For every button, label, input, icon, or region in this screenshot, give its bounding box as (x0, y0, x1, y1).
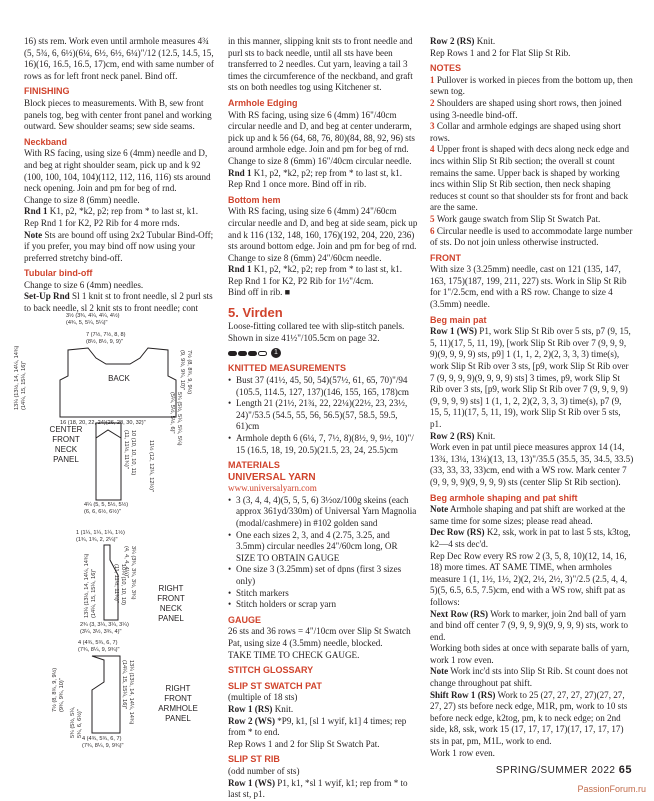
material-item: • Stitch markers (236, 588, 418, 600)
back-label: BACK (108, 374, 130, 383)
rib-row1: Row 1 (WS) P1, k1, *sl 1 wyif, k1; rep from * to last st, p1. (228, 777, 408, 800)
rating-pill-empty (258, 351, 267, 356)
neck-note: Note Sts are bound off using 2x2 Tubular Bind-Off; if you prefer, you may bind off now using your preferred stretchy bind-off. (24, 229, 214, 263)
skill-rating (228, 348, 281, 358)
neck-rep-text: Rep Rnd 1 for K2, P2 Rib for 4 more rnds. (24, 217, 180, 228)
neckband-heading: Neckband (24, 136, 68, 147)
note-2: 2 Shoulders are shaped using short rows, then joined using 3-needle bind-off. (430, 97, 622, 120)
materials-list (228, 495, 418, 611)
setup-rnd: Set-Up Rnd Sl 1 knit st to front needle, sl 2 purl sts to back needle, sl 2 knit sts to front needle; cont (24, 291, 213, 314)
rfn-right-dim: 3¼ (3¾, 3¾, 3½, 3¾) (4, 4, 4, 4¼)" (123, 546, 136, 600)
glossary-heading: STITCH GLOSSARY (228, 665, 314, 676)
center-panel-right-dim: 10 (10, 10, 10, 11) (11, 11½, 11¾)" (123, 430, 136, 476)
center-panel-right-dim-2: 11½ (12, 12¼, 12½)" (148, 440, 154, 492)
measurement-item: • Armhole depth 6 (6¼, 7, 7½, 8)(8½, 9, 9½, 10)"/ 15 (16.5, 18, 19, 20.5)(21.5, 23, 24, 25.5)cm (236, 433, 418, 456)
rfn-top-dim: 1 (1¼, 1¼, 1¼, 1½) (1¾, 1¾, 2, 2¼)" (76, 530, 125, 543)
note-5: 5 Work gauge swatch from Slip St Swatch Pat. (430, 213, 601, 224)
main-pat-heading: Beg main pat (430, 314, 487, 325)
center-panel-outline (96, 423, 121, 500)
rfa-bottom-dim: 4 (4¾, 5¾, 6, 7) (7¾, 8¼, 9, 9¾)" (82, 736, 124, 749)
working-both: Working both sides at once with separate balls of yarn, work 1 row even. (430, 643, 630, 665)
armhole-rnd1: Rnd 1 K1, p2, *k2, p2; rep from * to last st, k1. (228, 167, 403, 178)
rib-odd: (odd number of sts) (228, 765, 300, 776)
rep-dec: Rep Dec Row every RS row 2 (3, 5, 8, 10)(12, 14, 16, 18) more times. AT SAME TIME, when armholes measure 1 (1, 1½, 1½, 2)(2, 2½, 2½, 3)"/2.5 (2.5, 4, 4, 5)(5, 6.5, 6.5, 7.5)cm, end with a WS row, shift pat as follows: (430, 550, 628, 607)
tubular-text: Change to size 6 (4mm) needles. (24, 279, 144, 290)
shift-row1: Shift Row 1 (RS) Work to 25 (27, 27, 27, 27)(27, 27, 27, 27) sts before neck edge, M1R, pm, work to 10 sts before neck edge, k2tog, pm, k to neck edge; on 2nd side, k8, ssk, work 15 (17, 17, 17, 17)(17, 17, 17, 17) sts in pat, pm, M1L, work to end. (430, 689, 628, 747)
next-row: Next Row (RS) Work to marker, join 2nd ball of yarn and bind off center 7 (9, 9, 9, 9)(9, 9, 9, 9) sts, work to end. (430, 608, 629, 642)
measurements-heading: KNITTED MEASUREMENTS (228, 363, 347, 374)
rating-badge: 1 (271, 348, 281, 358)
right-front-armhole-outline (92, 656, 120, 733)
neck-rnd1: Rnd 1 K1, p2, *k2, p2; rep from * to last st, k1. (24, 206, 199, 217)
finishing-text: Block pieces to measurements. With B, sew front panels tog, beg with center front panel and working outward. Sew shoulder seams; sew side seams. (24, 97, 212, 132)
note-6: 6 Circular needle is used to accommodate large number of sts. Do not join unless otherwise instructed. (430, 225, 633, 248)
armhole-rep: Rep Rnd 1 once more. Bind off in rib. (228, 179, 367, 190)
column-3 (430, 36, 634, 759)
rfn-bottom-dim: 2¾ (3, 3¼, 3¼, 3¼) (3¼, 3½, 3¾, 4)" (80, 622, 129, 635)
virden-desc: Loose-fitting collared tee with slip-stitch panels. Shown in size 41½"/105.5cm on page 32. (228, 321, 405, 343)
rfn-mid-dim: 10¼ (10, 10, 10) (11, 11½, 11¾)" (113, 564, 126, 606)
measurements-list (228, 375, 418, 456)
gauge-take: TAKE TIME TO CHECK GAUGE. (228, 649, 360, 660)
rfa-right-dim: 13¼ (13½, 14, 14¼, 14¾) (14¼, 15, 15¼, 16)" (121, 660, 134, 725)
swatch-row1: Row 1 (RS) Knit. (228, 703, 294, 714)
front-text: With size 3 (3.25mm) needle, cast on 121 (135, 147, 163, 175)(187, 199, 211, 227) sts. Work in Slip St Rib for 1"/2.5cm, end with a RS row. Change to size 4 (3.5mm) needle. (430, 264, 627, 310)
yarn-brand: UNIVERSAL YARN (228, 471, 316, 483)
notes-heading: NOTES (430, 63, 462, 74)
shift-note: Note Armhole shaping and pat shift are worked at the same time for some sizes; please read ahead. (430, 504, 626, 526)
back-right-dim-2: 5¾ (5½, 5¼, 5¼, 5¼) (5¼, 5½, 5½, 6)" (169, 392, 182, 446)
back-bottom-dim: 16 (18, 20, 22, 24)(26, 28, 30, 32)" (60, 420, 146, 426)
page-footer (496, 764, 632, 776)
rib-row2: Row 2 (RS) Knit. (430, 36, 496, 46)
tubular-heading: Tubular bind-off (24, 268, 93, 279)
footer-season: SPRING/SUMMER 2022 (495, 765, 616, 776)
main-even: Work even in pat until piece measures approx 14 (14, 13¾, 13¼, 13¼)(13, 13, 13)"/35.5 (35.5, 35, 34.5, 33.5)(33, 33, 33, 33)cm, end with a WS row. Mark center 7 (9, 9, 9, 9)(9, 9, 9, 9) sts (center Slip St Rib section). (430, 442, 634, 487)
note-1: 1 Pullover is worked in pieces from the bottom up, then sewn tog. (430, 74, 633, 97)
center-panel-bottom-dim: 4¼ (5, 5, 5½, 5½) (6, 6, 6½, 6½)" (84, 502, 129, 515)
rfa-left-dim-1: 7½ (8, 8¾, 9, 9½) (9¾, 9¾, 10)" (52, 667, 65, 712)
rfn-left-dim: 13¼ (13½, 14, 14¼, 14¾) (14¼, 15, 15¼, 16)" (84, 553, 97, 618)
main-row1: Row 1 (WS) P1, work Slip St Rib over 5 sts, p7 (9, 15, 5, 11)(17, 5, 11, 19), [work Slip St Rib over 7 (9, 9, 9, 9)(9, 9, 9, 9) sts, p9] 1 (1, 1, 2, 2)(2, 3, 3, 3) time(s), work Slip St Rib over 3 sts, [p9, work Slip St Rib over 7 (9, 9, 9, 9)(9, 9, 9, 9) sts] 3 times, p9, work Slip St Rib over 3 sts, [p9, work Slip St Rib over 7 (9, 9, 9, 9)(9, 9, 9, 9) sts] 1 (1, 1, 2, 2)(2, 3, 3, 3) time(s), p7 (9, 15, 5, 11)(17, 5, 11, 19), work Slip St Rib over 5 sts, p1. (430, 326, 631, 429)
note-2-inc: Note Work inc'd sts into Slip St Rib. St count does not change throughout pat shift. (430, 666, 628, 689)
rfa-top-dim: 4 (4¾, 5¾, 6, 7) (7¾, 8¼, 9, 9¾)" (78, 640, 120, 653)
front-heading: FRONT (430, 252, 461, 263)
col1-intro: 16) sts rem. Work even until armhole measures 4¾ (5, 5¾, 6, 6½)(6¼, 6½, 6½, 6¼)"/12 (12.5, 14.5, 15, 16)(16, 16.5, 16.5, 17)cm, end with same number of rows as for left front neck panel. Bind off. (24, 36, 214, 81)
armhole-text: With RS facing, using size 6 (4mm) 16"/40cm circular needle and D, and beg at center underarm, pick up and k 56 (64, 68, 76, 80)(84, 88, 92, 96) sts around armhole edge. Join and pm for beg of rnd. Change to size 8 (6mm) 16"/40cm circular needle. (228, 109, 415, 166)
virden-heading: 5. Virden (228, 305, 283, 321)
back-right-dim-1: 7½ (8, 8¾, 9, 9½) (9, 9½, 9¾, 10)" (179, 350, 192, 395)
rating-pill-filled (228, 351, 237, 356)
measurement-item: • Bust 37 (41½, 45, 50, 54)(57½, 61, 65, 70)"/94 (105.5, 114.5, 127, 137)(146, 155, 165, 178)cm (236, 375, 418, 398)
main-row2: Row 2 (RS) Knit. (430, 430, 496, 441)
back-neck-dim: 7 (7½, 7½, 8, 8) (8½, 8½, 9, 9)" (86, 332, 126, 345)
page-number: 65 (618, 764, 632, 776)
column-2 (228, 36, 418, 801)
rib-rep: Rep Rows 1 and 2 for Flat Slip St Rib. (430, 47, 571, 58)
col2-intro: in this manner, slipping knit sts to front needle and purl sts to back needle, until all sts have been transferred to 2 needles. Cut yarn, leaving a tail 3 times the circumference of the neckband, and graft sts on both needles tog using Kitchener st. (228, 36, 413, 93)
gauge-text: 26 sts and 36 rows = 4"/10cm over Slip St Swatch Pat, using size 4 (3.5mm) needle, blocked. (228, 626, 411, 648)
note-3: 3 Collar and armhole edgings are shaped using short rows. (430, 121, 621, 143)
rating-pill-filled (238, 351, 247, 356)
swatch-row2: Row 2 (WS) *P9, k1, [sl 1 wyif, k1] 4 times; rep from * to end. (228, 715, 407, 738)
right-front-armhole-label: RIGHT FRONT ARMHOLE PANEL (158, 684, 198, 723)
note-4: 4 Upper front is shaped with decs along neck edge and incs within Slip St Rib section; the overall st count remains the same. Upper back is shaped by working incs within Slip St Rib section, then neck shaping reduces st count so that shoulder sts for front and back are the same. (430, 144, 630, 213)
bottom-rnd1: Rnd 1 K1, p2, *k2, p2; rep from * to last st, k1. (228, 264, 403, 275)
materials-heading: MATERIALS (228, 460, 280, 471)
bottom-hem-text: With RS facing, using size 6 (4mm) 24"/60cm circular needle and D, and beg at side seam, pick up and k 116 (132, 148, 160, 176)(192, 204, 220, 236) sts around bottom edge. Join and pm for beg of rnd. Change to size 8 (6mm) 24"/60cm needle. (228, 206, 418, 263)
right-front-neck-label: RIGHT FRONT NECK PANEL (157, 584, 185, 623)
rating-pill-filled (248, 351, 257, 356)
measurement-item: • Length 21 (21½, 21¾, 22, 22¼)(22½, 23, 23½, 24)"/53.5 (54.5, 55, 56, 56.5)(57, 58.5, 59.5, 61)cm (236, 398, 418, 433)
bottom-rep: Rep Rnd 1 for K2, P2 Rib for 1½"/4cm. (228, 275, 374, 286)
gauge-heading: GAUGE (228, 614, 262, 625)
neckband-text: With RS facing, using size 6 (4mm) needle and D, and beg at right shoulder seam, pick up and k 92 (100, 100, 104, 104)(112, 112, 116, 116) sts around neck opening. Join and pm for beg of rnd. (24, 148, 211, 194)
shift-heading: Beg armhole shaping and pat shift (430, 492, 578, 503)
swatch-rep: Rep Rows 1 and 2 for Slip St Swatch Pat. (228, 738, 380, 749)
center-panel-label: CENTER FRONT NECK PANEL (49, 425, 83, 464)
swatch-mult: (multiple of 18 sts) (228, 692, 298, 703)
material-item: • 3 (3, 4, 4, 4)(5, 5, 5, 6) 3½oz/100g skeins (each approx 361yd/330m) of Universal Yarn Magnolia (modal/cashmere) in #102 golden sand (236, 495, 418, 530)
material-item: • One each sizes 2, 3, and 4 (2.75, 3.25, and 3.5mm) circular needles 24"/60cm long, OR SIZE TO OBTAIN GAUGE (236, 530, 418, 565)
armhole-heading: Armhole Edging (228, 97, 298, 108)
neck-change-text: Change to size 8 (6mm) needle. (24, 194, 140, 205)
rib-heading: SLIP ST RIB (228, 754, 280, 765)
material-item: • Stitch holders or scrap yarn (236, 599, 418, 611)
finishing-heading: FINISHING (24, 86, 70, 97)
bottom-hem-heading: Bottom hem (228, 194, 281, 205)
yarn-url[interactable]: www.universalyarn.com (228, 483, 317, 494)
material-item: • One size 3 (3.25mm) set of dpns (first 3 sizes only) (236, 564, 418, 587)
bottom-bind: Bind off in rib. ■ (228, 287, 291, 298)
dec-row: Dec Row (RS) K2, ssk, work in pat to last 5 sts, k3tog, k2—4 sts dec'd. (430, 527, 631, 549)
back-left-dim: 13¼ (13½, 14, 14¼, 14¾) (14¼, 15, 15¼, 16)" (14, 345, 27, 410)
rfa-left-dim-2: 5¾ (5½, 5¼, 5¾, 6, 6½)" (70, 706, 83, 738)
swatch-heading: SLIP ST SWATCH PAT (228, 680, 322, 691)
work-row-even: Work 1 row even. (430, 747, 495, 758)
watermark: PassionForum.ru (577, 784, 646, 794)
back-top-dim: 3½ (3¾, 4¼, 4¼, 4½) (4¾, 5, 5¼, 5¼)" (66, 313, 120, 326)
